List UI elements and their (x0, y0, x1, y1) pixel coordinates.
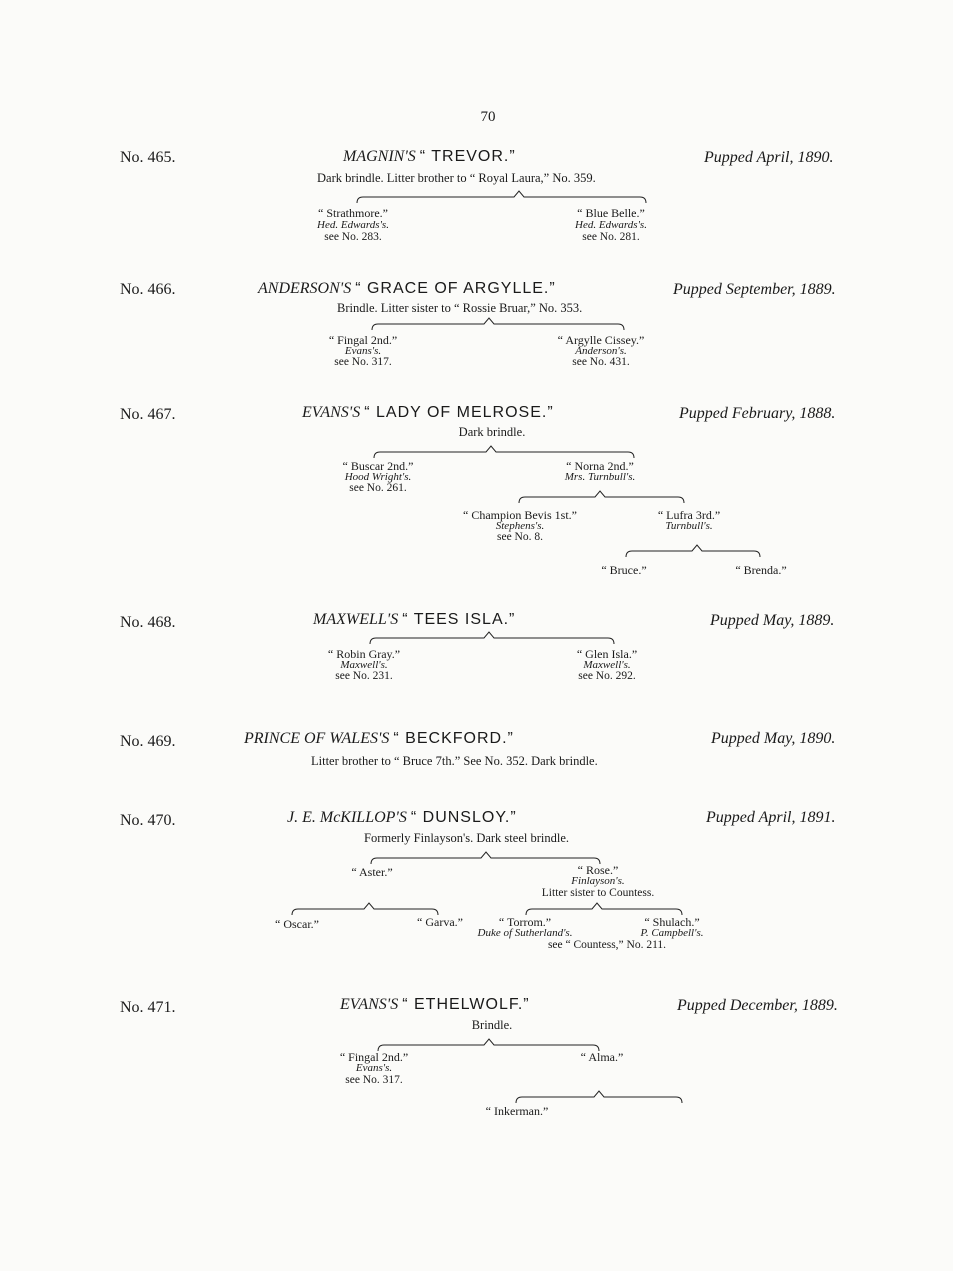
description: Dark brindle. (458, 425, 526, 439)
dam-breeder: Anderson's. (575, 345, 627, 357)
dam-sire-breeder: Stephens's. (495, 520, 545, 532)
sire-breeder: Maxwell's. (340, 659, 388, 671)
owner-name: PRINCE OF WALES'S (244, 730, 390, 747)
dam-dam-dam-name: “ Brenda.” (735, 563, 787, 577)
entry-title (287, 810, 517, 826)
dam-dam-sire-name: “ Bruce.” (601, 563, 647, 577)
entry-title (343, 149, 516, 165)
dam-name: “ Norna 2nd.” (566, 459, 634, 473)
sire-sire-name: “ Oscar.” (275, 917, 319, 931)
pupped-date: Pupped April, 1891. (706, 809, 836, 826)
sire-name: “ Fingal 2nd.” (328, 333, 398, 347)
sire-name: “ Robin Gray.” (327, 647, 401, 661)
sire-breeder: Evans's. (355, 1062, 393, 1074)
entry-title (244, 731, 514, 747)
sire-name: “ Strathmore.” (318, 206, 388, 220)
entry-number: No. 465. (120, 149, 176, 166)
entry-title (302, 405, 554, 421)
dam-name: “ Argylle Cissey.” (557, 333, 645, 347)
dam-breeder: Hed. Edwards's. (575, 219, 647, 231)
dam-name: “ Alma.” (580, 1050, 624, 1064)
dam-name: “ Rose.” (577, 863, 619, 877)
owner-name: ANDERSON'S (258, 280, 352, 297)
dog-name: “ GRACE OF ARGYLLE.” (355, 280, 556, 297)
dam-sire-reference: see No. 8. (497, 531, 543, 543)
entry-number: No. 470. (120, 812, 176, 829)
entry-number: No. 467. (120, 406, 176, 423)
dam-parents-reference: see “ Countess,” No. 211. (547, 939, 667, 951)
sire-reference: see No. 261. (349, 482, 407, 494)
description: Formerly Finlayson's. Dark steel brindle. (364, 831, 569, 845)
sire-name: “ Aster.” (351, 865, 393, 879)
dog-name: “ TREVOR.” (419, 148, 516, 165)
pupped-date: Pupped September, 1889. (673, 281, 836, 298)
pupped-date: Pupped May, 1889. (710, 612, 835, 629)
pupped-date: Pupped May, 1890. (711, 730, 836, 747)
dam-reference: see No. 292. (578, 670, 636, 682)
dam-breeder: Mrs. Turnbull's. (564, 471, 636, 483)
dam-reference: see No. 281. (582, 231, 640, 243)
description: Litter brother to “ Bruce 7th.” See No. 352. Dark brindle. (311, 754, 598, 768)
owner-name: MAXWELL'S (313, 611, 399, 628)
entry-number: No. 468. (120, 614, 176, 631)
entry-title (340, 997, 530, 1013)
sire-dam-name: “ Garva.” (417, 915, 463, 929)
sire-name: “ Buscar 2nd.” (342, 459, 414, 473)
pupped-date: Pupped February, 1888. (679, 405, 836, 422)
dam-name: “ Blue Belle.” (577, 206, 645, 220)
dam-sire-name: “ Torrom.” (498, 915, 552, 929)
sire-breeder: Hood Wright's. (344, 471, 412, 483)
dog-name: “ TEES ISLA.” (402, 611, 516, 628)
sire-reference: see No. 231. (335, 670, 393, 682)
dog-name: “ BECKFORD.” (393, 730, 514, 747)
dam-dam-name: “ Shulach.” (644, 915, 700, 929)
owner-name: MAGNIN'S (343, 148, 416, 165)
description: Dark brindle. Litter brother to “ Royal Laura,” No. 359. (317, 171, 596, 185)
dam-reference: see No. 431. (572, 356, 630, 368)
entry-title (258, 281, 556, 297)
entry-title (313, 612, 515, 628)
dam-dam-breeder: Turnbull's. (665, 520, 713, 532)
owner-name: EVANS'S (340, 996, 399, 1013)
dam-breeder: Maxwell's. (583, 659, 631, 671)
dam-dam-name: “ Inkerman.” (485, 1104, 549, 1118)
dam-breeder: Finlayson's. (571, 875, 625, 887)
dam-sire-breeder: Duke of Sutherland's. (477, 927, 573, 939)
sire-reference: see No. 317. (345, 1074, 403, 1086)
sire-breeder: Evans's. (344, 345, 382, 357)
dam-name: “ Glen Isla.” (576, 647, 638, 661)
entry-number: No. 466. (120, 281, 176, 298)
entry-number: No. 471. (120, 999, 176, 1016)
sire-reference: see No. 317. (334, 356, 392, 368)
owner-name: J. E. McKILLOP'S (287, 809, 407, 826)
description: Brindle. (471, 1018, 513, 1032)
pupped-date: Pupped December, 1889. (677, 997, 838, 1014)
dam-note: Litter sister to Countess. (541, 887, 655, 899)
dog-name: “ ETHELWOLF.” (402, 996, 530, 1013)
sire-reference: see No. 283. (324, 231, 382, 243)
dam-dam-breeder: P. Campbell's. (640, 927, 704, 939)
sire-name: “ Fingal 2nd.” (339, 1050, 409, 1064)
pupped-date: Pupped April, 1890. (704, 149, 834, 166)
dog-name: “ LADY OF MELROSE.” (364, 404, 554, 421)
dam-dam-name: “ Lufra 3rd.” (657, 508, 721, 522)
sire-breeder: Hed. Edwards's. (317, 219, 389, 231)
page-number: 70 (480, 109, 496, 125)
entry-number: No. 469. (120, 733, 176, 750)
owner-name: EVANS'S (302, 404, 361, 421)
description: Brindle. Litter sister to “ Rossie Bruar,” No. 353. (337, 301, 583, 315)
dam-sire-name: “ Champion Bevis 1st.” (463, 508, 577, 522)
dog-name: “ DUNSLOY.” (410, 809, 517, 826)
